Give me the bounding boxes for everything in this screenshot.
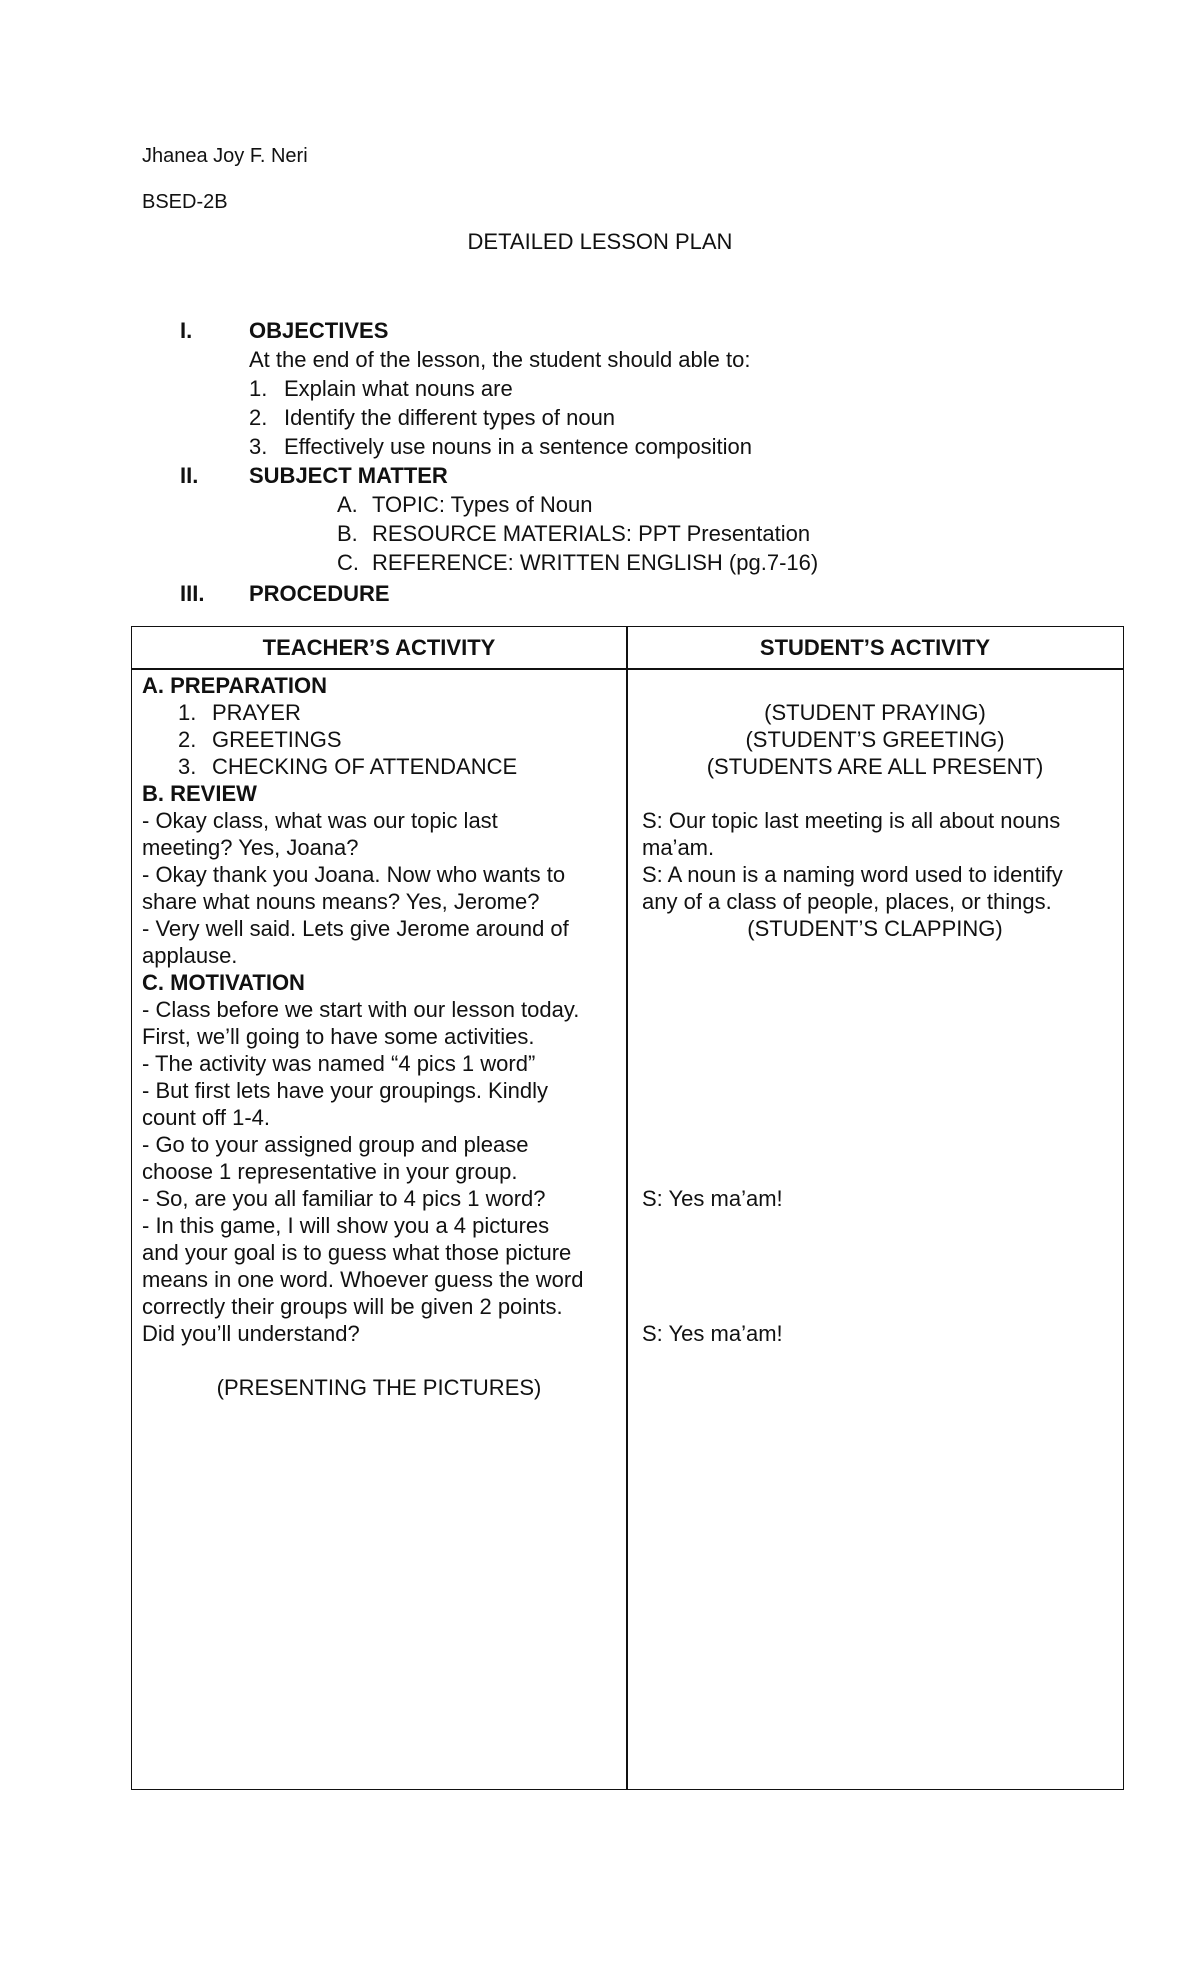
student-answer: S: Yes ma’am! <box>642 1321 783 1346</box>
subject-matter-letter: A. <box>337 492 358 517</box>
subject-matter-letter: C. <box>337 550 359 575</box>
review-line: applause. <box>142 943 238 968</box>
column-divider <box>626 627 628 1789</box>
student-review-line: any of a class of people, places, or things. <box>642 889 1052 914</box>
review-line: - Very well said. Lets give Jerome around of <box>142 916 569 941</box>
procedure-heading: PROCEDURE <box>249 581 390 606</box>
motivation-line: count off 1-4. <box>142 1105 271 1130</box>
motivation-line: means in one word. Whoever guess the word <box>142 1267 584 1292</box>
objective-item: Identify the different types of noun <box>284 405 616 430</box>
subject-matter-item: REFERENCE: WRITTEN ENGLISH (pg.7-16) <box>372 550 819 575</box>
prep-number: 3. <box>178 754 197 779</box>
review-heading: B. REVIEW <box>142 781 257 806</box>
motivation-line: - Class before we start with our lesson today. <box>142 997 580 1022</box>
subject-matter-item: RESOURCE MATERIALS: PPT Presentation <box>372 521 811 546</box>
objectives-intro: At the end of the lesson, the student should able to: <box>249 347 751 372</box>
student-review-line: S: A noun is a naming word used to identify <box>642 862 1063 887</box>
objective-item: Explain what nouns are <box>284 376 513 401</box>
motivation-line: First, we’ll going to have some activities. <box>142 1024 535 1049</box>
activity-table <box>131 626 1124 1790</box>
prep-item: CHECKING OF ATTENDANCE <box>212 754 518 779</box>
motivation-line: - So, are you all familiar to 4 pics 1 word? <box>142 1186 546 1211</box>
review-line: meeting? Yes, Joana? <box>142 835 359 860</box>
motivation-line: and your goal is to guess what those picture <box>142 1240 572 1265</box>
review-line: - Okay thank you Joana. Now who wants to <box>142 862 566 887</box>
review-line: share what nouns means? Yes, Jerome? <box>142 889 540 914</box>
student-prep-line: (STUDENT PRAYING) <box>764 700 986 725</box>
motivation-line: Did you’ll understand? <box>142 1321 360 1346</box>
student-clapping: (STUDENT’S CLAPPING) <box>747 916 1003 941</box>
objective-number: 1. <box>249 376 268 401</box>
motivation-line: choose 1 representative in your group. <box>142 1159 518 1184</box>
motivation-line: - The activity was named “4 pics 1 word” <box>142 1051 536 1076</box>
subject-matter-letter: B. <box>337 521 358 546</box>
objective-item: Effectively use nouns in a sentence composition <box>284 434 752 459</box>
prep-item: PRAYER <box>212 700 301 725</box>
objective-number: 2. <box>249 405 268 430</box>
objective-number: 3. <box>249 434 268 459</box>
prep-number: 2. <box>178 727 197 752</box>
student-review-line: ma’am. <box>642 835 715 860</box>
preparation-heading: A. PREPARATION <box>142 673 327 698</box>
header-divider <box>132 668 1123 670</box>
student-answer: S: Yes ma’am! <box>642 1186 783 1211</box>
motivation-heading: C. MOTIVATION <box>142 970 305 995</box>
prep-item: GREETINGS <box>212 727 342 752</box>
student-review-line: S: Our topic last meeting is all about nouns <box>642 808 1061 833</box>
motivation-line: - Go to your assigned group and please <box>142 1132 529 1157</box>
subject-matter-numeral: II. <box>180 463 199 488</box>
student-activity-header: STUDENT’S ACTIVITY <box>759 635 991 660</box>
student-prep-line: (STUDENTS ARE ALL PRESENT) <box>706 754 1044 779</box>
student-prep-line: (STUDENT’S GREETING) <box>745 727 1005 752</box>
subject-matter-heading: SUBJECT MATTER <box>249 463 448 488</box>
teacher-activity-header: TEACHER’S ACTIVITY <box>262 635 496 660</box>
objectives-heading: OBJECTIVES <box>249 318 389 343</box>
document-title: DETAILED LESSON PLAN <box>467 229 733 254</box>
review-line: - Okay class, what was our topic last <box>142 808 498 833</box>
presenting-pictures-note: (PRESENTING THE PICTURES) <box>216 1375 542 1400</box>
prep-number: 1. <box>178 700 197 725</box>
motivation-line: correctly their groups will be given 2 points. <box>142 1294 563 1319</box>
subject-matter-item: TOPIC: Types of Noun <box>372 492 593 517</box>
student-section: BSED-2B <box>142 191 228 213</box>
student-name: Jhanea Joy F. Neri <box>142 145 308 167</box>
motivation-line: - But first lets have your groupings. Kindly <box>142 1078 548 1103</box>
objectives-numeral: I. <box>180 318 193 343</box>
motivation-line: - In this game, I will show you a 4 pictures <box>142 1213 550 1238</box>
procedure-numeral: III. <box>180 581 205 606</box>
